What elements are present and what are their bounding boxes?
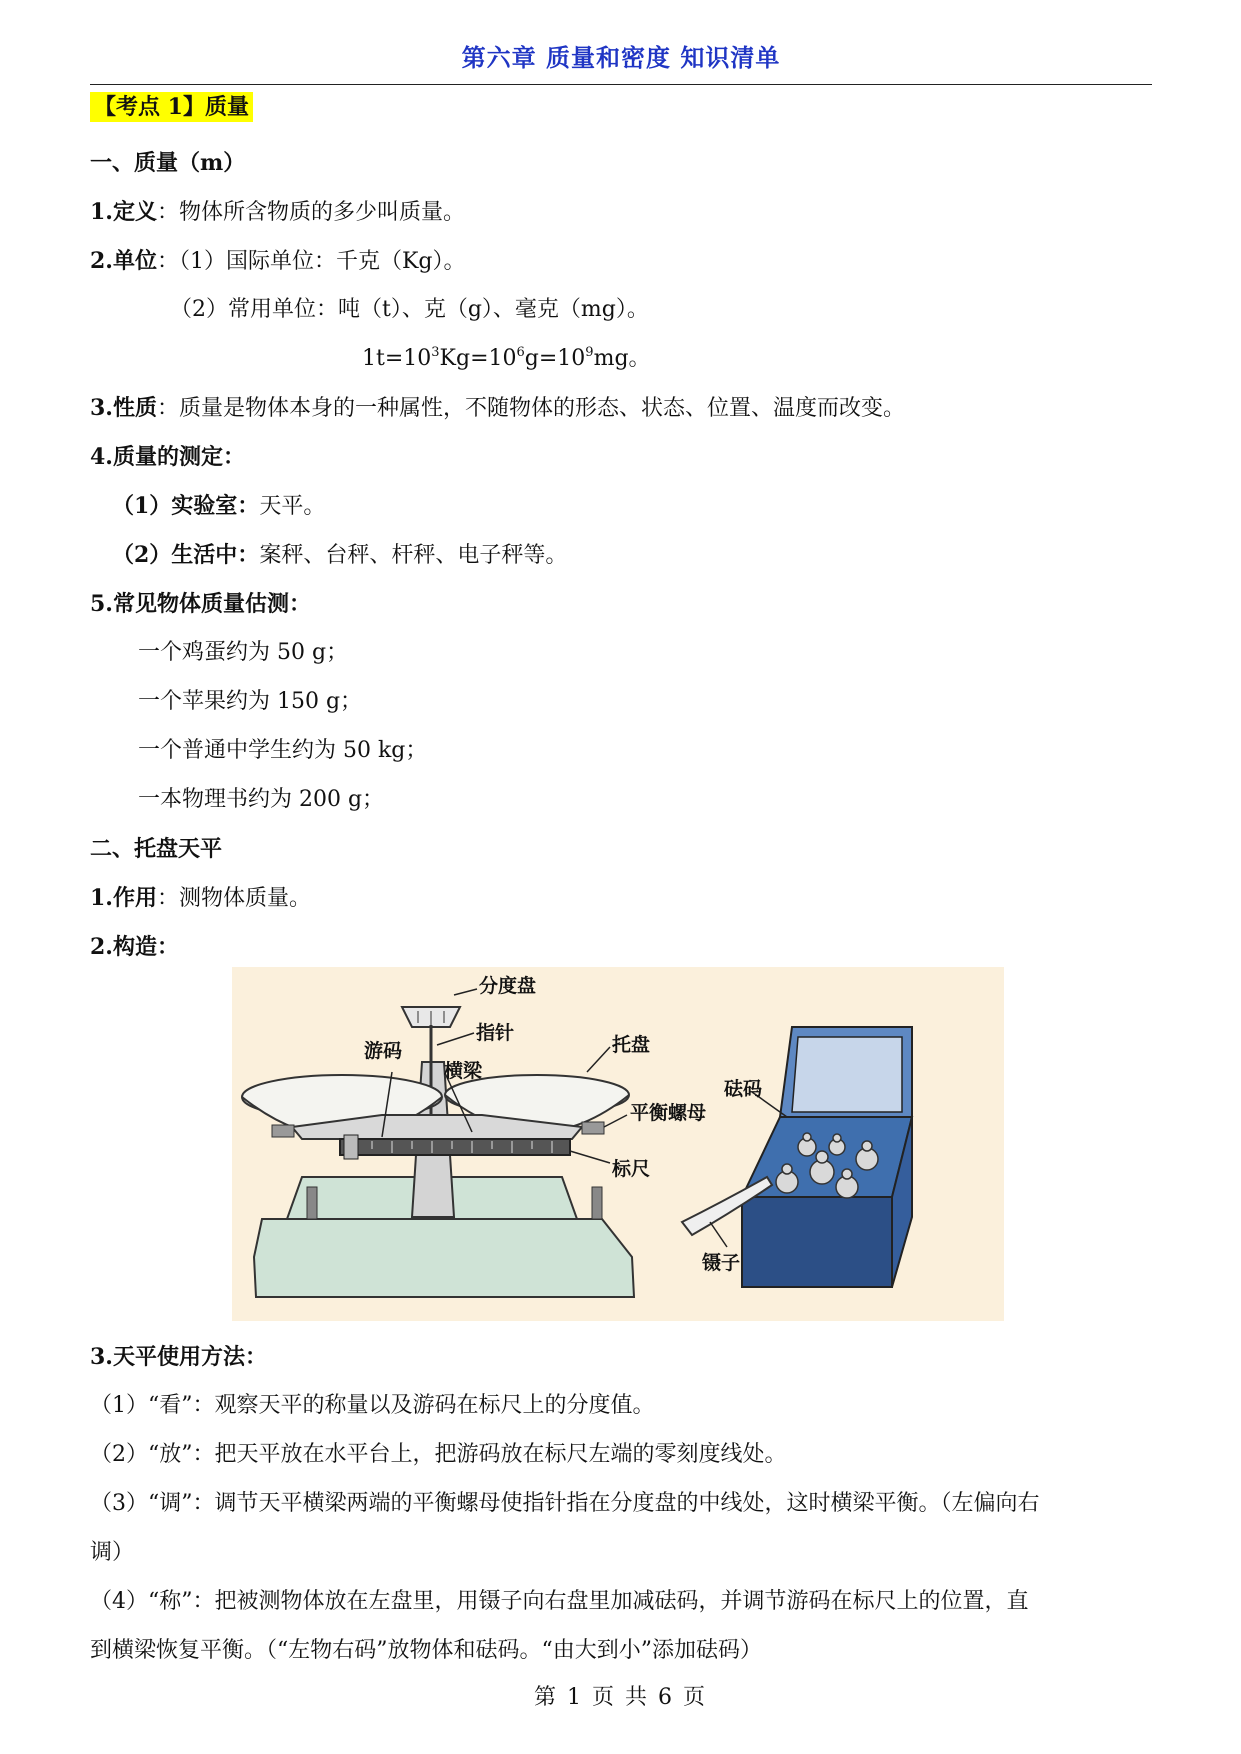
- conv-part-d: mg。: [593, 346, 651, 371]
- left-foot-screw: [307, 1187, 317, 1219]
- conv-part-b: Kg=10: [439, 346, 517, 371]
- balance-figure: [232, 967, 1004, 1321]
- conv-exp-1: 3: [431, 345, 440, 360]
- right-balance-nut: [582, 1122, 604, 1134]
- conv-part-a: 1t=10: [362, 346, 432, 371]
- structure-heading: 2.构造：: [90, 934, 179, 960]
- use-text: ：测物体质量。: [156, 886, 311, 911]
- property-text: ：质量是物体本身的一种属性，不随物体的形态、状态、位置、温度而改变。: [156, 396, 905, 421]
- page-header: [90, 30, 1152, 85]
- estimate-item: 一个普通中学生约为 50 kg；: [138, 738, 428, 763]
- measure-lab-text: 天平。: [259, 494, 326, 519]
- section-tag: [90, 92, 253, 123]
- unit-conversion: [362, 344, 651, 374]
- measure-life-line: [112, 540, 567, 571]
- conv-exp-2: 6: [516, 345, 525, 360]
- section-tag-label: 【考点 1】质量: [90, 92, 253, 122]
- method-step-4: （4）“称”：把被测物体放在左盘里，用镊子向右盘里加减砝码，并调节游码在标尺上的位置，直: [90, 1589, 1029, 1614]
- definition-label: 1.定义: [90, 199, 157, 225]
- label-scale: 标尺: [612, 1158, 651, 1180]
- label-balance-nut: 平衡螺母: [630, 1102, 707, 1124]
- method-step-3-cont: 调）: [90, 1540, 135, 1565]
- method-step-1: （1）“看”：观察天平的称量以及游码在标尺上的分度值。: [90, 1393, 655, 1418]
- method-heading: 3.天平使用方法：: [90, 1344, 267, 1370]
- conv-part-c: g=10: [524, 346, 586, 371]
- definition-line: [90, 197, 465, 228]
- weight-box-lid-inner: [792, 1037, 902, 1112]
- unit-text: ：（1）国际单位：千克（Kg）。: [156, 249, 466, 274]
- method-step-2: （2）“放”：把天平放在水平台上，把游码放在标尺左端的零刻度线处。: [90, 1442, 787, 1467]
- unit-line-2: （2）常用单位：吨（t）、克（g）、毫克（mg）。: [170, 297, 649, 322]
- label-beam: 横梁: [444, 1060, 483, 1082]
- property-line: [90, 393, 905, 424]
- left-balance-nut: [272, 1125, 294, 1137]
- rider: [344, 1135, 358, 1159]
- use-label: 1.作用: [90, 885, 157, 911]
- scale-ruler: [340, 1139, 570, 1155]
- label-pan: 托盘: [612, 1034, 651, 1056]
- label-pointer: 指针: [476, 1022, 515, 1044]
- label-dial: 分度盘: [479, 975, 537, 997]
- label-tweezers: 镊子: [702, 1252, 741, 1274]
- measure-life-text: 案秤、台秤、杆秤、电子秤等。: [259, 543, 568, 568]
- measure-lab-line: [112, 491, 325, 522]
- right-foot-screw: [592, 1187, 602, 1219]
- measure-heading: 4.质量的测定：: [90, 444, 245, 470]
- property-label: 3.性质: [90, 395, 157, 421]
- estimate-item: 一个苹果约为 150 g；: [138, 689, 363, 714]
- method-step-3: （3）“调”：调节天平横梁两端的平衡螺母使指针指在分度盘的中线处，这时横梁平衡。（左偏向右: [90, 1491, 1040, 1516]
- estimate-heading: 5.常见物体质量估测：: [90, 591, 311, 617]
- estimate-item: 一个鸡蛋约为 50 g；: [138, 640, 349, 665]
- weight-box-front: [742, 1197, 892, 1287]
- conv-exp-3: 9: [585, 345, 594, 360]
- definition-text: ：物体所含物质的多少叫质量。: [156, 200, 465, 225]
- page-footer: 第 1 页 共 6 页: [534, 1685, 707, 1710]
- balance-illustration: [232, 967, 1004, 1321]
- label-rider: 游码: [364, 1040, 403, 1062]
- measure-lab-label: （1）实验室：: [112, 493, 260, 519]
- measure-life-label: （2）生活中：: [112, 542, 260, 568]
- unit-label: 2.单位: [90, 248, 157, 274]
- heading-mass: 一、质量（m）: [90, 150, 246, 176]
- balance-base: [254, 1219, 634, 1297]
- unit-line: [90, 246, 466, 277]
- method-step-4-cont: 到横梁恢复平衡。（“左物右码”放物体和砝码。“由大到小”添加砝码）: [90, 1638, 762, 1663]
- label-weights: 砝码: [724, 1078, 763, 1100]
- estimate-item: 一本物理书约为 200 g；: [138, 787, 385, 812]
- document-title: 第六章 质量和密度 知识清单: [461, 44, 781, 72]
- use-line: [90, 883, 311, 914]
- heading-balance: 二、托盘天平: [90, 836, 223, 862]
